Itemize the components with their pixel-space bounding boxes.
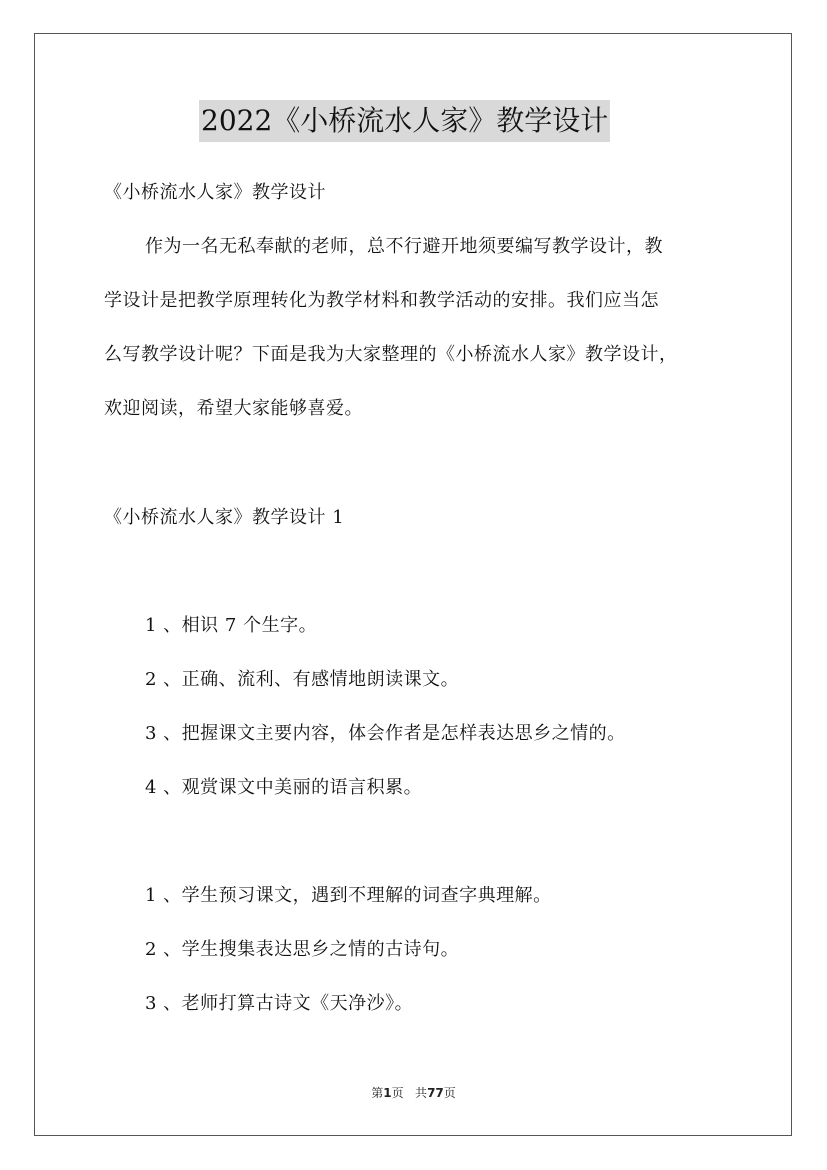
goal-item-3: 3 、把握课文主要内容，体会作者是怎样表达思乡之情的。	[145, 723, 626, 744]
page-suffix: 页	[391, 1086, 404, 1100]
intro-line-2: 学设计是把教学原理转化为教学材料和教学活动的安排。我们应当怎	[104, 290, 659, 311]
total-prefix: 共	[415, 1086, 428, 1100]
page-prefix: 第	[371, 1086, 384, 1100]
goal-item-1: 1 、相识 7 个生字。	[145, 615, 318, 636]
intro-line-3: 么写教学设计呢？下面是我为大家整理的《小桥流水人家》教学设计，	[104, 344, 678, 365]
prep-item-1: 1 、学生预习课文，遇到不理解的词查字典理解。	[145, 885, 552, 906]
total-pages: 77	[427, 1086, 444, 1100]
prep-item-2: 2 、学生搜集表达思乡之情的古诗句。	[145, 939, 460, 960]
goal-item-2: 2 、正确、流利、有感情地朗读课文。	[145, 669, 460, 690]
page-footer	[0, 1084, 827, 1101]
goal-item-4: 4 、观赏课文中美丽的语言积累。	[145, 777, 423, 798]
intro-line-1: 作为一名无私奉献的老师，总不行避开地须要编写教学设计，教	[145, 236, 663, 257]
document-title: 2022《小桥流水人家》教学设计	[199, 100, 610, 142]
intro-line-4: 欢迎阅读，希望大家能够喜爱。	[104, 398, 363, 419]
section-heading: 《小桥流水人家》教学设计 1	[104, 507, 345, 528]
page-number: 1	[383, 1086, 392, 1100]
subtitle: 《小桥流水人家》教学设计	[104, 182, 326, 203]
total-suffix: 页	[443, 1086, 456, 1100]
prep-item-3: 3 、老师打算古诗文《天净沙》。	[145, 993, 414, 1014]
